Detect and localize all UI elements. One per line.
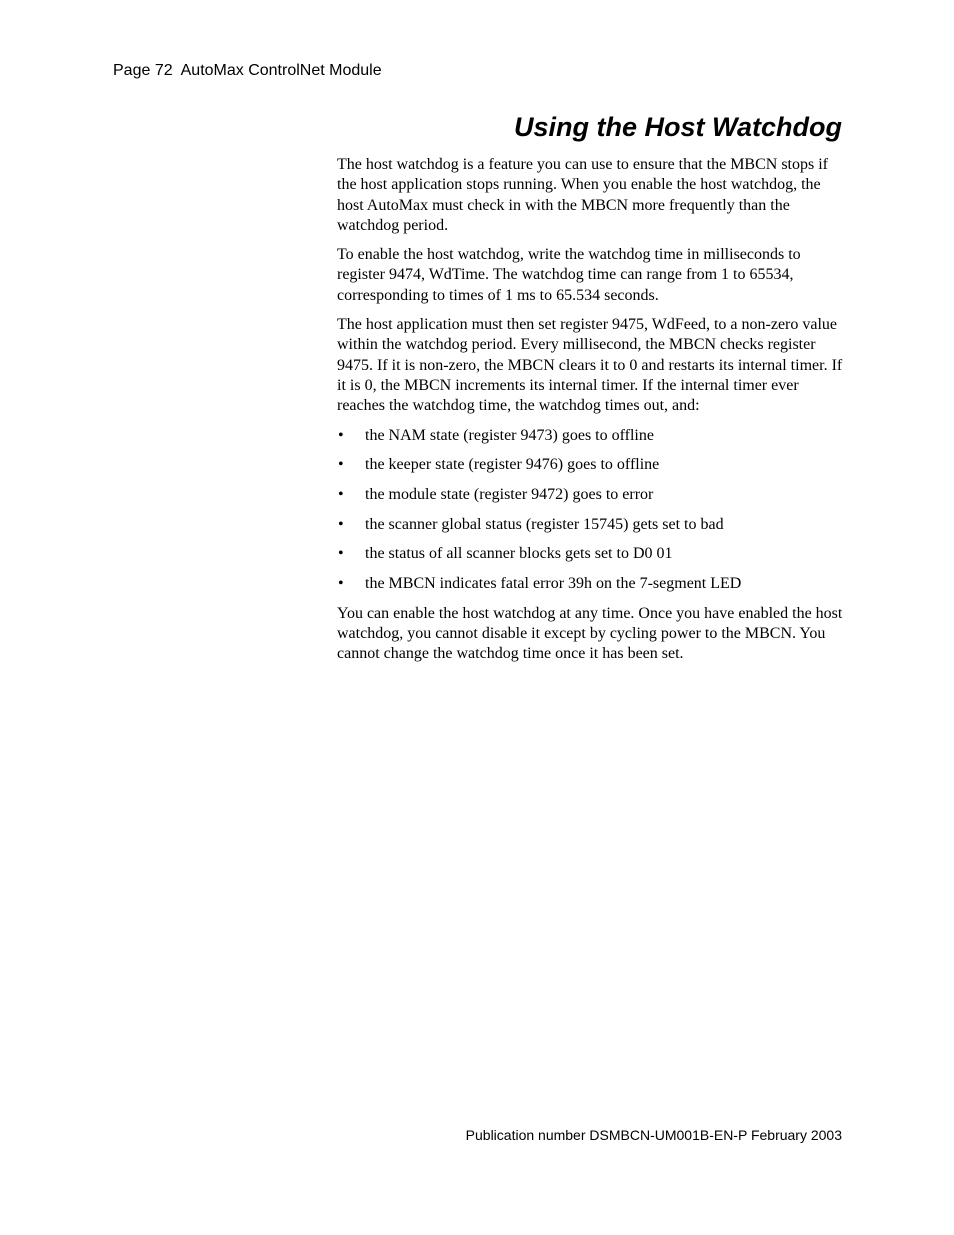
bullet-icon: • — [338, 575, 344, 592]
list-item-text: the module state (register 9472) goes to error — [365, 485, 654, 503]
list-item — [337, 485, 845, 505]
body-column — [337, 155, 845, 674]
paragraph-intro: The host watchdog is a feature you can use to ensure that the MBCN stops if the host application stops running. When you enable the host watchdog, the host AutoMax must check in with the MBCN more frequently than the watchdog period. — [337, 156, 828, 234]
list-item — [337, 426, 845, 446]
paragraph-enable: To enable the host watchdog, write the watchdog time in milliseconds to register 9474, WdTime. The watchdog time can range from 1 to 65534, corresponding to times of 1 ms to 65.534 seconds. — [337, 246, 801, 304]
list-item-text: the NAM state (register 9473) goes to offline — [365, 426, 654, 444]
list-item — [337, 574, 845, 594]
list-item-text: the MBCN indicates fatal error 39h on the 7-segment LED — [365, 575, 742, 592]
list-item — [337, 544, 845, 564]
bullet-icon: • — [338, 485, 344, 503]
timeout-effects-list — [337, 426, 845, 595]
list-item — [337, 455, 845, 475]
list-item-text: the keeper state (register 9476) goes to offline — [365, 456, 660, 474]
bullet-icon: • — [338, 515, 344, 533]
list-item-text: the status of all scanner blocks gets set to D0 01 — [365, 545, 673, 563]
paragraph-closing: You can enable the host watchdog at any time. Once you have enabled the host watchdog, you cannot disable it except by cycling power to the MBCN. You cannot change the watchdog time once it has been set. — [337, 604, 843, 663]
bullet-icon: • — [338, 456, 344, 474]
page-header: Page 72 AutoMax ControlNet Module — [113, 62, 382, 79]
page-footer: Publication number DSMBCN-UM001B-EN-P February 2003 — [465, 1127, 842, 1143]
paragraph-feed: The host application must then set register 9475, WdFeed, to a non-zero value within the watchdog period. Every millisecond, the MBCN checks register 9475. If it is non-zero, the MBCN clears it to 0 and restarts its internal timer. If it is 0, the MBCN increments its internal timer. If the internal timer ever reaches the watchdog time, the watchdog times out, and: — [337, 316, 843, 415]
list-item — [337, 515, 845, 535]
section-title: Using the Host Watchdog — [514, 112, 842, 142]
bullet-icon: • — [338, 426, 344, 444]
list-item-text: the scanner global status (register 15745) gets set to bad — [365, 515, 724, 533]
bullet-icon: • — [338, 545, 344, 563]
